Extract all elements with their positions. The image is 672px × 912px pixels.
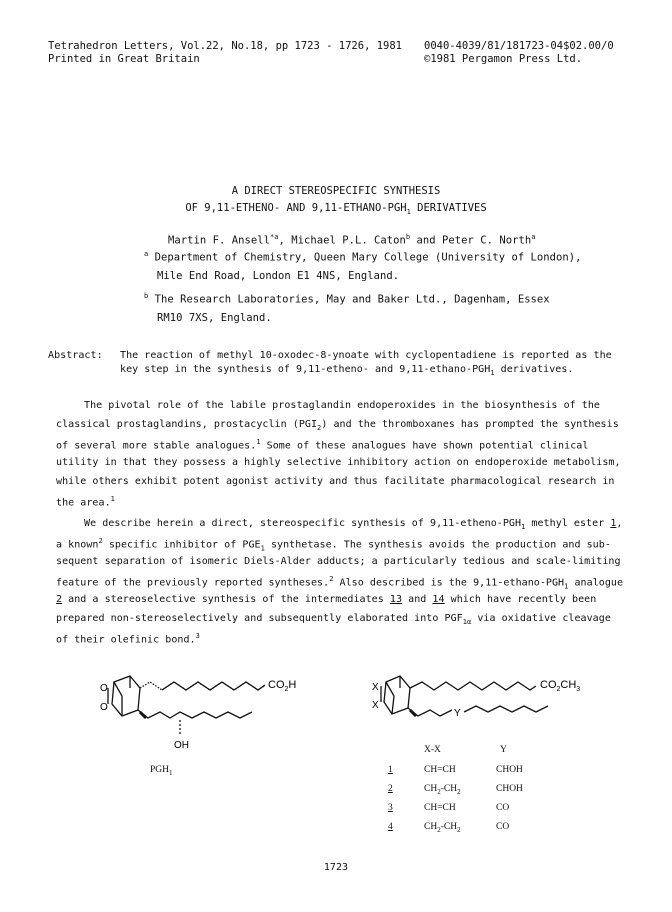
para2-line-2: a known$^2$ specific inhibitor of $PGE_1$ synthetase. The synthesis avoids the production and sub- xyxy=(56,537,611,553)
table-row-2-y: CHOH xyxy=(496,784,523,794)
analogue-x-top: X xyxy=(372,682,379,693)
affiliation-b-line2: RM10 7XS, England. xyxy=(157,312,272,324)
affiliation-a: $^a$ Department of Chemistry, Queen Mary College (University of London), xyxy=(144,250,582,264)
table-row-1-y: CHOH xyxy=(496,765,523,775)
pgh1-oh-label: OH xyxy=(174,740,189,751)
para1-line-6: the area.$^1$ xyxy=(56,495,115,509)
table-row-2-xx: $CH_2-CH_2$ xyxy=(424,784,461,796)
affiliation-a-line2: Mile End Road, London E1 4NS, England. xyxy=(157,270,400,282)
para1-line-2: classical prostaglandins, prostacyclin $(PGI_2)$ and the thromboxanes has prompted the synthesis xyxy=(56,419,619,432)
abstract-line-1: The reaction of methyl 10-oxodec-8-ynoate with cyclopentadiene is reported as the xyxy=(120,350,612,361)
pgh1-o-bottom: O xyxy=(100,702,108,713)
pgh1-acid-label: $CO_2H$ xyxy=(268,679,297,693)
author-list: Martin F. Ansell$^{*a}$, Michael P.L. Caton$^b$ and Peter C. North$^a$ xyxy=(168,233,536,247)
analogue-structure xyxy=(372,668,602,728)
para1-line-5: while others exhibit potent agonist activity and thus facilitate pharmacological research in xyxy=(56,476,615,487)
table-row-2-num: 2 xyxy=(388,784,393,794)
table-row-3-y: CO xyxy=(496,803,510,813)
para1-line-1: The pivotal role of the labile prostaglandin endoperoxides in the biosynthesis of the xyxy=(84,400,600,411)
table-row-3-num: 3 xyxy=(388,803,393,813)
page-number: 1723 xyxy=(323,862,349,873)
para2-line-5: 2 and a stereoselective synthesis of the intermediates 13 and 14 which have recently been xyxy=(56,594,597,605)
pgh1-o-top: O xyxy=(100,683,108,694)
para1-line-3: of several more stable analogues.$^1$ Some of these analogues have shown potential clinical xyxy=(56,438,589,452)
table-row-3-xx: CH=CH xyxy=(424,803,456,813)
title-line-2: OF 9,11-ETHENO- AND $9,11-ETHANO-PGH_1$ DERIVATIVES xyxy=(185,202,487,217)
abstract-line-2: key step in the synthesis of 9,11-etheno- and $9,11-ethano-PGH_1$ derivatives. xyxy=(120,364,574,377)
para2-line-7: of their olefinic bond.$^3$ xyxy=(56,632,200,646)
title-line-1: A DIRECT STEREOSPECIFIC SYNTHESIS xyxy=(231,185,441,197)
para1-line-4: utility in that they possess a highly selective inhibitory action on endoperoxide metabolism, xyxy=(56,457,621,468)
copyright-notice: ©1981 Pergamon Press Ltd. xyxy=(424,53,583,65)
pgh1-caption: $PGH_1$ xyxy=(150,765,173,777)
para2-line-6: prepared non-stereoselectively and subsequently elaborated into $PGF_{1\alpha}$ via oxidative cleavage xyxy=(56,613,611,626)
pgh1-structure xyxy=(100,668,330,753)
analogue-x-bottom: X xyxy=(372,700,379,711)
article-code: 0040-4039/81/181723-04$02.00/0 xyxy=(424,40,614,52)
table-row-1-num: 1 xyxy=(388,765,393,775)
journal-citation: Tetrahedron Letters, Vol.22, No.18, pp 1723 - 1726, 1981 xyxy=(48,40,403,52)
affiliation-b: $^b$ The Research Laboratories, May and Baker Ltd., Dagenham, Essex xyxy=(144,292,550,306)
para2-line-1: We describe herein a direct, stereospecific synthesis of $9,11-etheno-PGH_1$ methyl ester 1, xyxy=(84,518,623,531)
table-header-xx: X-X xyxy=(424,745,441,755)
table-row-4-num: 4 xyxy=(388,822,393,832)
analogue-y-label: Y xyxy=(454,708,461,719)
abstract-label: Abstract: xyxy=(48,350,103,361)
table-header-y: Y xyxy=(500,745,507,755)
para2-line-4: feature of the previously reported syntheses.$^2$ Also described is the $9,11-ethano-PGH_1$ analogue xyxy=(56,575,624,591)
table-row-4-y: CO xyxy=(496,822,510,832)
analogue-ester-label: $CO_2CH_3$ xyxy=(540,679,581,693)
table-row-1-xx: CH=CH xyxy=(424,765,456,775)
table-row-4-xx: $CH_2-CH_2$ xyxy=(424,822,461,834)
para2-line-3: sequent separation of isomeric Diels-Alder adducts; a particularly tedious and scale-limiting xyxy=(56,556,621,567)
printed-location: Printed in Great Britain xyxy=(48,53,200,65)
